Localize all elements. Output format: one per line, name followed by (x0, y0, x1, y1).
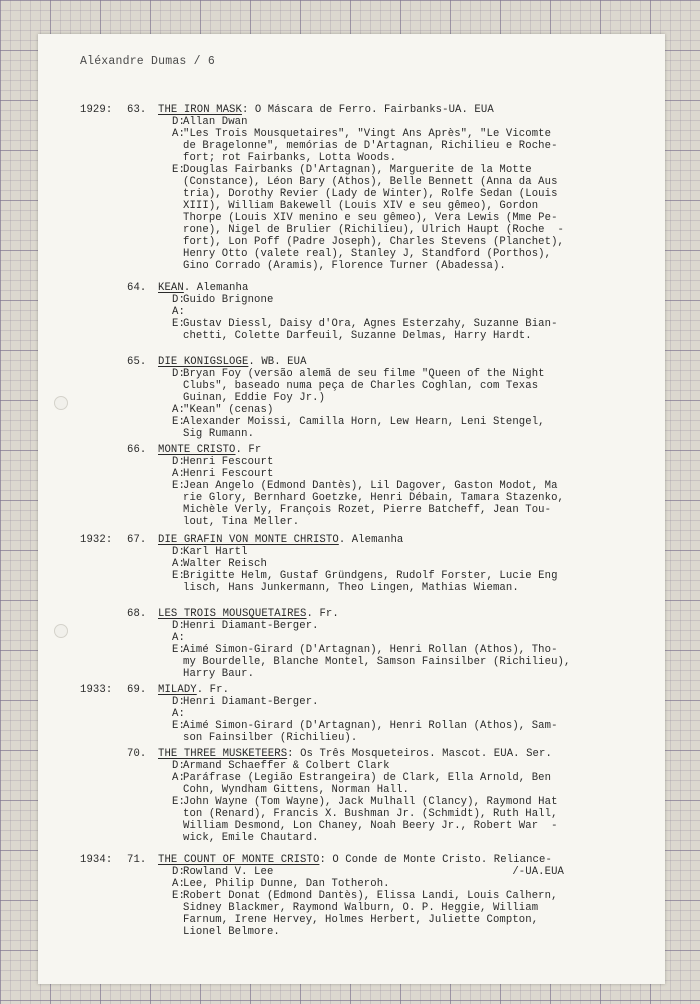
credit-text: William Desmond, Lon Chaney, Noah Beery Jr., Robert War - (183, 820, 558, 832)
credit-text: rie Glory, Bernhard Goetzke, Henri Débain, Tamara Stazenko, (183, 492, 564, 504)
credit-text: Henri Diamant-Berger. (183, 620, 319, 632)
entry-number: 70. (127, 748, 147, 760)
entry-year: 1934: (80, 854, 113, 866)
credit-text: fort), Lon Poff (Padre Joseph), Charles Stevens (Planchet), (183, 236, 564, 248)
credit-text: Cohn, Wyndham Gittens, Norman Hall. (183, 784, 410, 796)
film-title-details: . Fr. (196, 684, 230, 696)
credit-text: rone), Nigel de Brulier (Richilieu), Ulrich Haupt (Roche - (183, 224, 564, 236)
film-title: MILADY (158, 684, 197, 696)
credit-text: Paráfrase (Legião Estrangeira) de Clark, Ella Arnold, Ben (183, 772, 552, 784)
credit-label: A: (172, 128, 185, 140)
credit-text: my Bourdelle, Blanche Montel, Samson Fainsilber (Richilieu), (183, 656, 571, 668)
film-title-details: . WB. EUA (248, 356, 307, 368)
film-title-details: : Os Três Mosqueteiros. Mascot. EUA. Ser. (287, 748, 552, 760)
film-title-details: . Alemanha (183, 282, 249, 294)
credit-text: Henri Diamant-Berger. (183, 696, 319, 708)
entry-year: 1932: (80, 534, 113, 546)
credit-text: Lee, Philip Dunne, Dan Totheroh. (183, 878, 390, 890)
credit-text: Thorpe (Louis XIV menino e seu gêmeo), Vera Lewis (Mme Pe- (183, 212, 558, 224)
credit-label: D: (172, 546, 185, 558)
credit-label: A: (172, 468, 185, 480)
credit-text: Henry Otto (valete real), Stanley J, Standford (Porthos), (183, 248, 552, 260)
credit-text: "Kean" (cenas) (183, 404, 274, 416)
credit-text: tria), Dorothy Revier (Lady de Winter), Rolfe Sedan (Louis (183, 188, 558, 200)
credit-label: A: (172, 632, 185, 644)
entry-number: 71. (127, 854, 147, 866)
credit-text: Armand Schaeffer & Colbert Clark (183, 760, 390, 772)
credit-label: D: (172, 456, 185, 468)
credit-text: Allan Dwan (183, 116, 248, 128)
credit-text: Bryan Foy (versão alemã de seu filme "Queen of the Night (183, 368, 545, 380)
credit-label: E: (172, 164, 185, 176)
credit-label: D: (172, 760, 185, 772)
credit-text: son Fainsilber (Richilieu). (183, 732, 358, 744)
entry-number: 63. (127, 104, 147, 116)
film-title-details: . Alemanha (338, 534, 404, 546)
credit-text: Robert Donat (Edmond Dantès), Elissa Landi, Louis Calhern, (183, 890, 558, 902)
credit-text: Lionel Belmore. (183, 926, 280, 938)
film-title: DIE KONIGSLOGE (158, 356, 249, 368)
credit-text: chetti, Colette Darfeuil, Suzanne Delmas, Harry Hardt. (183, 330, 532, 342)
credit-text: XIII), William Bakewell (Louis XIV e seu gêmeo), Gordon (183, 200, 539, 212)
credit-text: Karl Hartl (183, 546, 248, 558)
credit-text: Aimé Simon-Girard (D'Artagnan), Henri Rollan (Athos), Sam- (183, 720, 558, 732)
credit-text: Aimé Simon-Girard (D'Artagnan), Henri Rollan (Athos), Tho- (183, 644, 558, 656)
credit-text: Henri Fescourt (183, 468, 274, 480)
credit-text: Gino Corrado (Aramis), Florence Turner (Abadessa). (183, 260, 506, 272)
credit-text: Sidney Blackmer, Raymond Walburn, O. P. Heggie, William (183, 902, 539, 914)
page-header: Aléxandre Dumas / 6 (80, 55, 215, 68)
credit-text: Harry Baur. (183, 668, 255, 680)
credit-text: de Bragelonne", memórias de D'Artagnan, Richilieu e Roche- (183, 140, 558, 152)
credit-label: A: (172, 878, 185, 890)
film-title: MONTE CRISTO (158, 444, 236, 456)
credit-text: Douglas Fairbanks (D'Artagnan), Marguerite de la Motte (183, 164, 532, 176)
credit-text: Guido Brignone (183, 294, 274, 306)
credit-label: E: (172, 890, 185, 902)
credit-label: D: (172, 620, 185, 632)
entry-number: 65. (127, 356, 147, 368)
credit-label: E: (172, 796, 185, 808)
credit-label: A: (172, 772, 185, 784)
credit-text: Jean Angelo (Edmond Dantès), Lil Dagover, Gaston Modot, Ma (183, 480, 558, 492)
credit-text: lisch, Hans Junkermann, Theo Lingen, Mathias Wieman. (183, 582, 519, 594)
credit-label: E: (172, 570, 185, 582)
entry-number: 64. (127, 282, 147, 294)
credit-text: Michèle Verly, François Rozet, Pierre Batcheff, Jean Tou- (183, 504, 552, 516)
credit-text: Clubs", baseado numa peça de Charles Coghlan, com Texas (183, 380, 539, 392)
credit-text: Guinan, Eddie Foy Jr.) (183, 392, 326, 404)
film-title: DIE GRAFIN VON MONTE CHRISTO (158, 534, 339, 546)
film-title: THE THREE MUSKETEERS (158, 748, 288, 760)
credit-label: D: (172, 294, 185, 306)
punch-hole (54, 396, 68, 410)
credit-label: D: (172, 368, 185, 380)
credit-text: lout, Tina Meller. (183, 516, 300, 528)
film-title: THE IRON MASK (158, 104, 242, 116)
film-title-details: . Fr (235, 444, 262, 456)
credit-label: D: (172, 866, 185, 878)
credit-text: Sig Rumann. (183, 428, 255, 440)
film-title-details: : O Conde de Monte Cristo. Reliance- (319, 854, 552, 866)
credit-label: A: (172, 558, 185, 570)
credit-label: E: (172, 416, 185, 428)
punch-hole (54, 624, 68, 638)
credit-text: "Les Trois Mousquetaires", "Vingt Ans Après", "Le Vicomte (183, 128, 552, 140)
credit-label: E: (172, 720, 185, 732)
credit-text: Farnum, Irene Hervey, Holmes Herbert, Juliette Compton, (183, 914, 539, 926)
credit-text: ton (Renard), Francis X. Bushman Jr. (Schmidt), Ruth Hall, (183, 808, 558, 820)
credit-text: Gustav Diessl, Daisy d'Ora, Agnes Esterzahy, Suzanne Bian- (183, 318, 558, 330)
entry-year: 1933: (80, 684, 113, 696)
credit-label: A: (172, 404, 185, 416)
credit-label: A: (172, 708, 185, 720)
credit-label: A: (172, 306, 185, 318)
credit-label: E: (172, 318, 185, 330)
credit-label: E: (172, 644, 185, 656)
entry-number: 68. (127, 608, 147, 620)
credit-text: Rowland V. Lee /-UA.EUA (183, 866, 564, 878)
entry-year: 1929: (80, 104, 113, 116)
credit-text: Alexander Moissi, Camilla Horn, Lew Hearn, Leni Stengel, (183, 416, 545, 428)
credit-text: Walter Reisch (183, 558, 267, 570)
entry-number: 69. (127, 684, 147, 696)
typewritten-page (38, 34, 665, 984)
credit-text: fort; rot Fairbanks, Lotta Woods. (183, 152, 397, 164)
entry-number: 66. (127, 444, 147, 456)
credit-text: Henri Fescourt (183, 456, 274, 468)
film-title: KEAN (158, 282, 184, 294)
credit-text: Brigitte Helm, Gustaf Gründgens, Rudolf Forster, Lucie Eng (183, 570, 558, 582)
credit-text: John Wayne (Tom Wayne), Jack Mulhall (Clancy), Raymond Hat (183, 796, 558, 808)
film-title-details: : O Máscara de Ferro. Fairbanks-UA. EUA (241, 104, 494, 116)
entry-number: 67. (127, 534, 147, 546)
credit-label: D: (172, 696, 185, 708)
credit-label: E: (172, 480, 185, 492)
credit-label: D: (172, 116, 185, 128)
credit-text: (Constance), Léon Bary (Athos), Belle Bennett (Anna da Aus (183, 176, 558, 188)
film-title-details: . Fr. (306, 608, 339, 620)
film-title: LES TROIS MOUSQUETAIRES (158, 608, 307, 620)
credit-text: wick, Emile Chautard. (183, 832, 319, 844)
film-title: THE COUNT OF MONTE CRISTO (158, 854, 320, 866)
